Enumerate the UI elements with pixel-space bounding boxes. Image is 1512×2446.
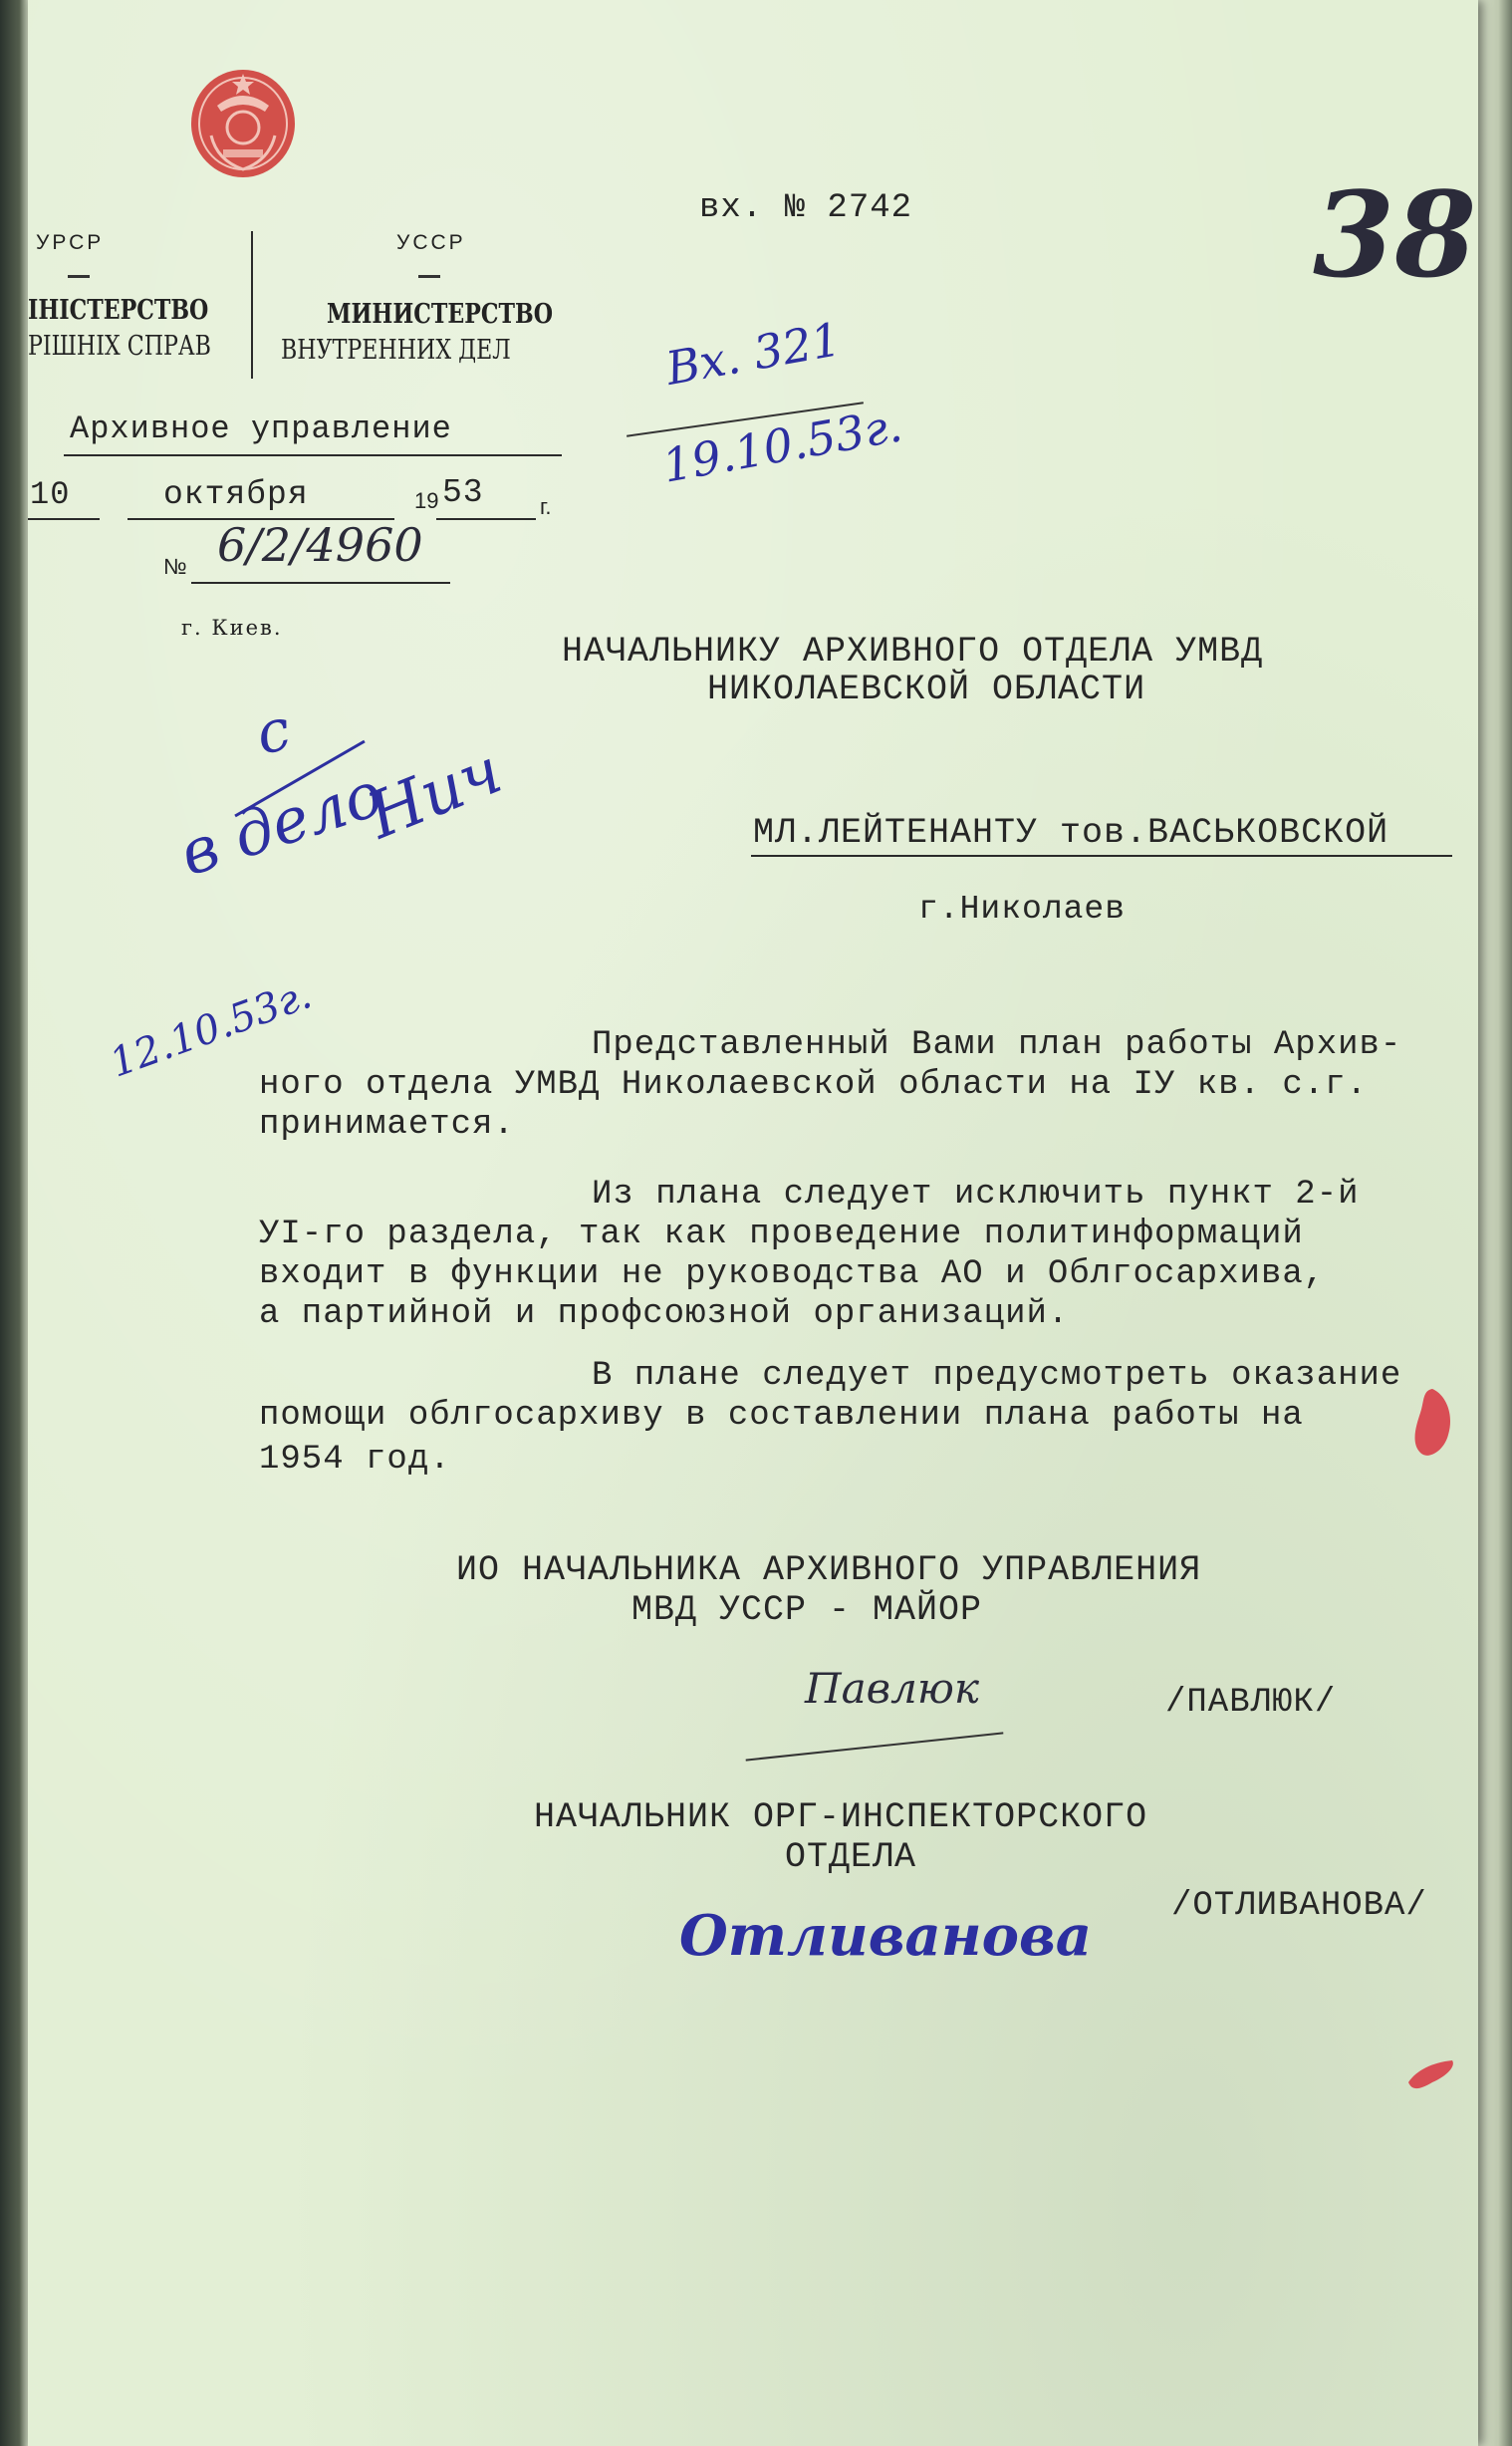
date-year-rule: [436, 518, 536, 520]
binding-edge: [0, 0, 28, 2446]
resolution-signature-handwritten: Нич: [358, 734, 512, 854]
incoming-number: вх. № 2742: [699, 189, 913, 227]
date-day-rule: [28, 518, 100, 520]
resolution-c-handwritten: с: [250, 694, 297, 768]
body-p3-line2: помощи облгосархиву в составлении плана работы на: [259, 1397, 1304, 1435]
state-emblem-icon: [187, 66, 299, 185]
number-label: №: [163, 554, 187, 579]
sig1-title-line1: ИО НАЧАЛЬНИКА АРХИВНОГО УПРАВЛЕНИЯ: [456, 1550, 1202, 1590]
department-rule: [64, 454, 562, 456]
left-republic: УРСР: [36, 231, 105, 254]
red-ink-mark-icon: [1402, 2052, 1462, 2102]
sig2-title-line1: НАЧАЛЬНИК ОРГ-ИНСПЕКТОРСКОГО: [534, 1797, 1148, 1837]
date-month: октября: [163, 476, 309, 513]
sig1-signature-stroke: [746, 1732, 1004, 1761]
body-p2-line1: Из плана следует исключить пункт 2-й: [592, 1176, 1360, 1214]
city-of-issue: г. Киев.: [181, 616, 283, 640]
sig1-handwritten-signature: Павлюк: [805, 1664, 979, 1713]
right-dash: [418, 275, 440, 278]
right-ministry-line1: МИНИСТЕРСТВО: [327, 299, 553, 330]
next-page-edge: [1478, 0, 1512, 2446]
left-dash: [68, 275, 90, 278]
date-year-mark: г.: [540, 494, 552, 519]
date-year-prefix: 19: [414, 488, 439, 513]
left-ministry-line1: ІНІСТЕРСТВО: [28, 295, 209, 326]
date-year-suffix: 53: [442, 474, 484, 511]
incoming-reg-handwritten: Вх. 321: [661, 312, 846, 396]
left-ministry-line2: РІШНІХ СПРАВ: [28, 331, 211, 362]
document-sheet: [28, 0, 1478, 2446]
department-name: Архивное управление: [70, 410, 452, 447]
addressee-line1: НАЧАЛЬНИКУ АРХИВНОГО ОТДЕЛА УМВД: [562, 632, 1264, 672]
body-p2-line4: а партийной и профсоюзной организаций.: [259, 1295, 1070, 1333]
body-p3-line3: 1954 год.: [259, 1441, 451, 1479]
addressee-person-rule: [751, 855, 1452, 857]
body-p3-line1: В плане следует предусмотреть оказание: [592, 1357, 1402, 1395]
red-ink-blot-icon: [1402, 1385, 1462, 1465]
body-p2-line2: УI-го раздела, так как проведение политинформаций: [259, 1216, 1304, 1253]
sig2-handwritten-signature: Отливанова: [679, 1903, 1093, 1969]
sig2-name: /ОТЛИВАНОВА/: [1171, 1887, 1427, 1925]
sig1-name: /ПАВЛЮК/: [1165, 1684, 1337, 1722]
sig1-title-line2: МВД УССР - МАЙОР: [631, 1590, 983, 1630]
addressee-line2: НИКОЛАЕВСКОЙ ОБЛАСТИ: [707, 670, 1146, 709]
right-republic: УССР: [396, 231, 466, 254]
page-number-handwritten: 38: [1313, 165, 1477, 304]
body-p1-line2: ного отдела УМВД Николаевской области на IУ кв. с.г.: [259, 1066, 1368, 1104]
sig2-title-line2: ОТДЕЛА: [785, 1837, 917, 1877]
body-p2-line3: входит в функции не руководства АО и Облгосархива,: [259, 1255, 1326, 1293]
resolution-text-handwritten: в дело: [170, 756, 391, 891]
number-value: 6/2/4960: [217, 518, 423, 572]
date-day: 10: [30, 476, 71, 513]
addressee-city: г.Николаев: [918, 891, 1127, 928]
number-rule: [191, 582, 450, 584]
body-p1-line1: Представленный Вами план работы Архив-: [592, 1026, 1402, 1064]
right-ministry-line2: ВНУТРЕННИХ ДЕЛ: [281, 335, 511, 366]
incoming-date-handwritten: 19.10.53г.: [658, 398, 906, 493]
header-divider: [251, 231, 253, 379]
addressee-person: МЛ.ЛЕЙТЕНАНТУ тов.ВАСЬКОВСКОЙ: [753, 813, 1389, 853]
body-p1-line3: принимается.: [259, 1106, 515, 1144]
resolution-date-handwritten: 12.10.53г.: [104, 971, 318, 1087]
